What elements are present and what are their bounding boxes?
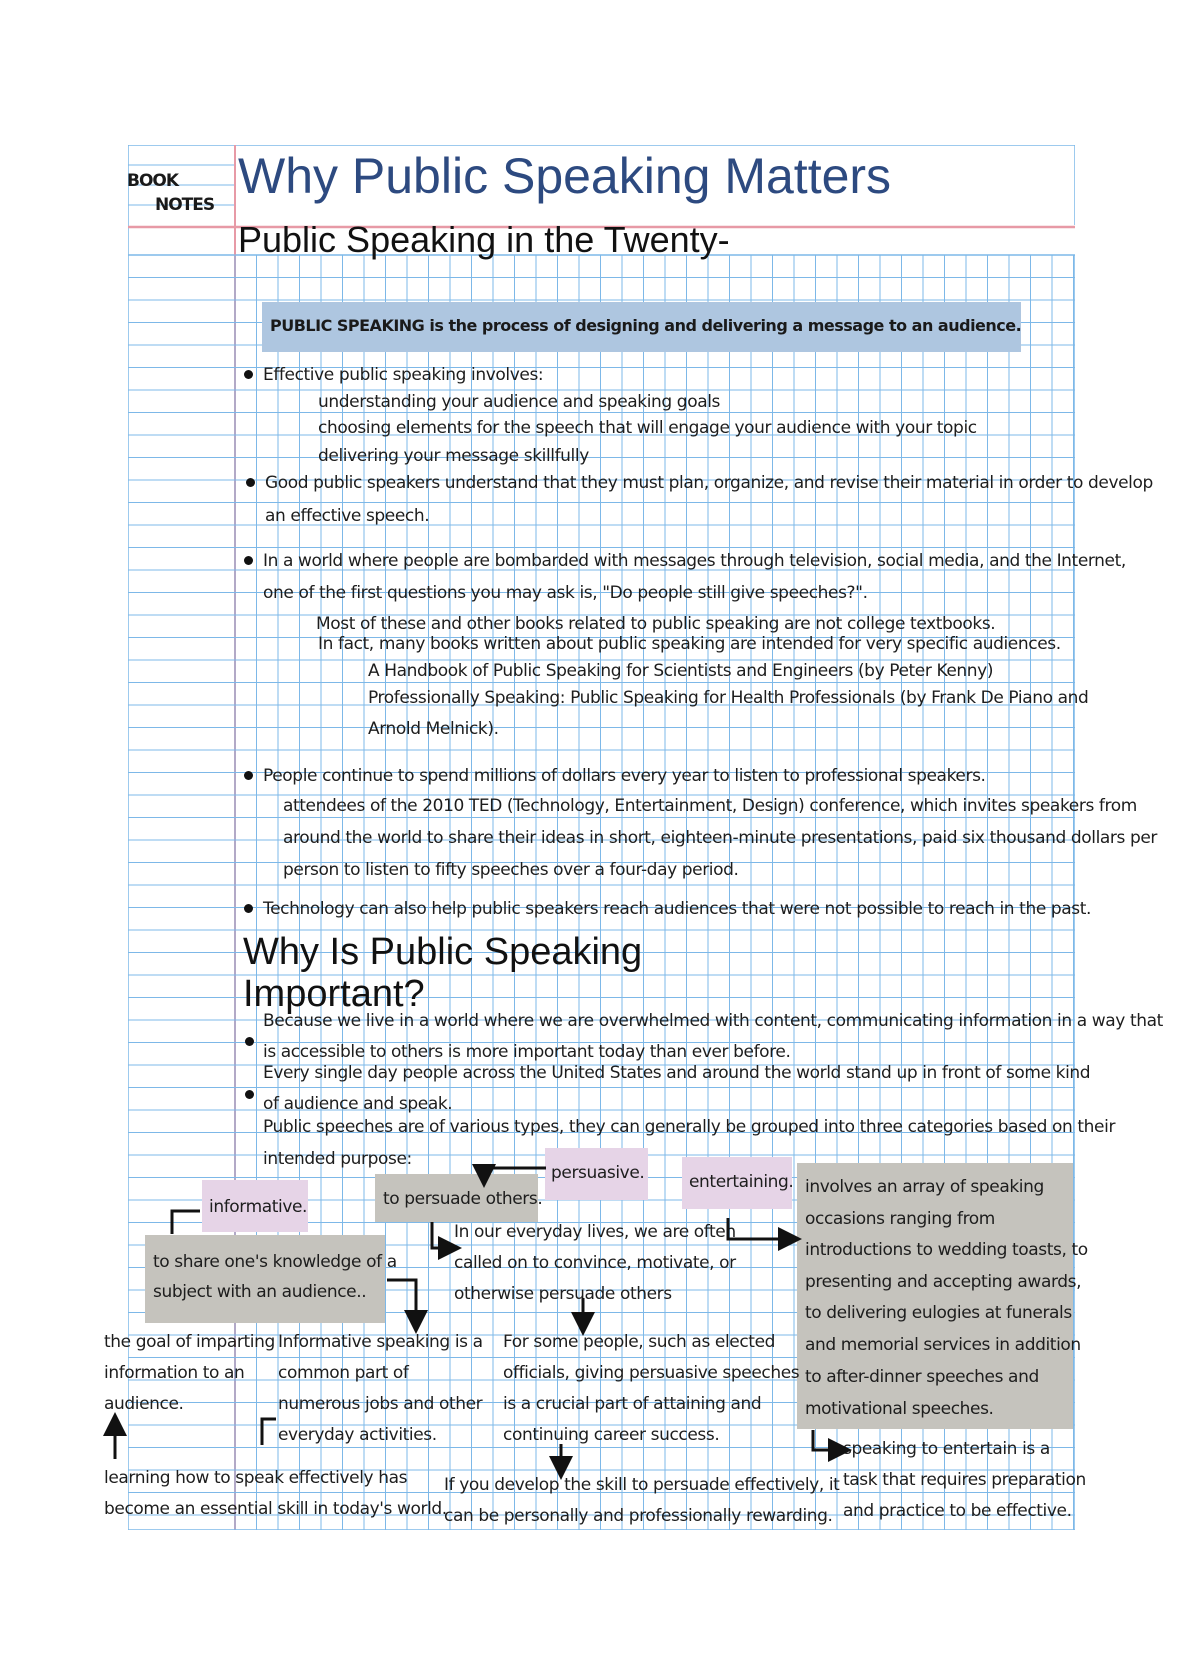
- section-2-p3-line-1: Public speeches are of various types, they can generally be grouped into three categories based on their: [263, 1117, 1116, 1137]
- persuasive-note-line-2: called on to convince, motivate, or: [454, 1253, 736, 1273]
- page-title: Why Public Speaking Matters: [238, 148, 892, 204]
- bullet-1-text: Effective public speaking involves:: [263, 365, 544, 385]
- persuasive-note-2-line-3: is a crucial part of attaining and: [503, 1394, 762, 1414]
- arrow-persuasive-def: [432, 1222, 450, 1248]
- entertaining-def-line-4: presenting and accepting awards,: [805, 1272, 1082, 1292]
- entertaining-def-line-6: and memorial services in addition: [805, 1335, 1081, 1355]
- arrow-entertaining: [728, 1218, 790, 1239]
- bullet-4-sub-1: attendees of the 2010 TED (Technology, Entertainment, Design) conference, which invites speakers from: [283, 796, 1137, 816]
- persuasive-reward-line-2: can be personally and professionally rewarding.: [444, 1506, 833, 1526]
- entertaining-note-line-3: and practice to be effective.: [843, 1501, 1072, 1521]
- persuasive-note-2-line-2: officials, giving persuasive speeches: [503, 1363, 800, 1383]
- arrow-informative: [172, 1211, 200, 1234]
- informative-def-line-1: to share one's knowledge of a: [153, 1252, 397, 1272]
- informative-note-line-3: numerous jobs and other: [278, 1394, 483, 1414]
- arrow-persuasive: [484, 1168, 546, 1176]
- arrow-informative-def: [387, 1280, 416, 1322]
- informative-goal-line-3: audience.: [104, 1394, 184, 1414]
- bullet-2-line-2: an effective speech.: [265, 506, 430, 526]
- definition-text: PUBLIC SPEAKING is the process of designing and delivering a message to an audience.: [270, 316, 1022, 335]
- bullet-3-line-1: In a world where people are bombarded with messages through television, social media, and the Internet,: [263, 551, 1126, 571]
- persuasive-note-2-line-1: For some people, such as elected: [503, 1332, 776, 1352]
- arrow-entertaining-note: [813, 1430, 840, 1450]
- arrow-informative-note: [262, 1419, 276, 1445]
- book-notes-line2: NOTES: [155, 195, 215, 215]
- entertaining-def-line-7: to after-dinner speeches and: [805, 1367, 1039, 1387]
- informative-note-line-2: common part of: [278, 1363, 409, 1383]
- bullet-1-item-3: delivering your message skillfully: [318, 446, 589, 466]
- entertaining-def-line-8: motivational speeches.: [805, 1399, 994, 1419]
- section-2-heading-line-2: Important?: [243, 973, 425, 1015]
- entertaining-note-line-1: speaking to entertain is a: [843, 1439, 1050, 1459]
- section-2-p1-line-2: is accessible to others is more important today than ever before.: [263, 1042, 791, 1062]
- persuasive-label: persuasive.: [551, 1163, 645, 1183]
- page-subtitle: Public Speaking in the Twenty-: [238, 219, 730, 260]
- informative-goal-line-2: information to an: [104, 1363, 245, 1383]
- section-2-p2-line-1: Every single day people across the United States and around the world stand up in front of some kind: [263, 1063, 1091, 1083]
- bullet-3-sub-1: Most of these and other books related to public speaking are not college textbooks.: [316, 614, 996, 634]
- bullet-4-sub-2: around the world to share their ideas in short, eighteen-minute presentations, paid six thousand dollars per: [283, 828, 1157, 848]
- bullet-1-item-2: choosing elements for the speech that will engage your audience with your topic: [318, 418, 977, 438]
- entertaining-note-line-2: task that requires preparation: [843, 1470, 1086, 1490]
- entertaining-def-line-3: introductions to wedding toasts, to: [805, 1240, 1088, 1260]
- entertaining-def-line-5: to delivering eulogies at funerals: [805, 1303, 1072, 1323]
- informative-note-line-1: Informative speaking is a: [278, 1332, 483, 1352]
- bullet-1-item-1: understanding your audience and speaking goals: [318, 392, 721, 412]
- section-2-heading-line-1: Why Is Public Speaking: [243, 931, 643, 973]
- persuasive-note-line-3: otherwise persuade others: [454, 1284, 672, 1304]
- persuasive-note-line-1: In our everyday lives, we are often: [454, 1222, 736, 1242]
- section-2-p1-line-1: Because we live in a world where we are overwhelmed with content, communicating information in a way that: [263, 1011, 1163, 1031]
- bullet-4-line-1: People continue to spend millions of dollars every year to listen to professional speakers.: [263, 766, 986, 786]
- section-2-p2-line-2: of audience and speak.: [263, 1094, 453, 1114]
- book-notes-line1: BOOK: [127, 171, 179, 191]
- bullet-3-sub-2: In fact, many books written about public speaking are intended for very specific audiences.: [318, 634, 1061, 654]
- informative-note-line-4: everyday activities.: [278, 1425, 437, 1445]
- entertaining-label: entertaining.: [689, 1172, 794, 1192]
- entertaining-def-line-2: occasions ranging from: [805, 1209, 995, 1229]
- informative-label: informative.: [209, 1197, 308, 1217]
- informative-def-line-2: subject with an audience..: [153, 1282, 367, 1302]
- section-2-p3-line-2: intended purpose:: [263, 1149, 412, 1169]
- informative-skill-line-2: become an essential skill in today's world.: [104, 1499, 447, 1519]
- persuasive-def: to persuade others.: [383, 1189, 543, 1209]
- informative-skill-line-1: learning how to speak effectively has: [104, 1468, 408, 1488]
- bullet-2-line-1: Good public speakers understand that they must plan, organize, and revise their material in order to develop: [265, 473, 1153, 493]
- bullet-3-book-1: A Handbook of Public Speaking for Scientists and Engineers (by Peter Kenny): [368, 661, 994, 681]
- bullet-4-sub-3: person to listen to fifty speeches over a four-day period.: [283, 860, 739, 880]
- informative-goal-line-1: the goal of imparting: [104, 1332, 275, 1352]
- bullet-5-text: Technology can also help public speakers reach audiences that were not possible to reach in the past.: [263, 899, 1092, 919]
- persuasive-note-2-line-4: continuing career success.: [503, 1425, 720, 1445]
- entertaining-def-line-1: involves an array of speaking: [805, 1177, 1044, 1197]
- bullet-3-book-2a: Professionally Speaking: Public Speaking for Health Professionals (by Frank De Piano and: [368, 688, 1089, 708]
- persuasive-reward-line-1: If you develop the skill to persuade effectively, it: [444, 1475, 840, 1495]
- bullet-3-book-2b: Arnold Melnick).: [368, 719, 499, 739]
- bullet-3-line-2: one of the first questions you may ask is, "Do people still give speeches?".: [263, 583, 868, 603]
